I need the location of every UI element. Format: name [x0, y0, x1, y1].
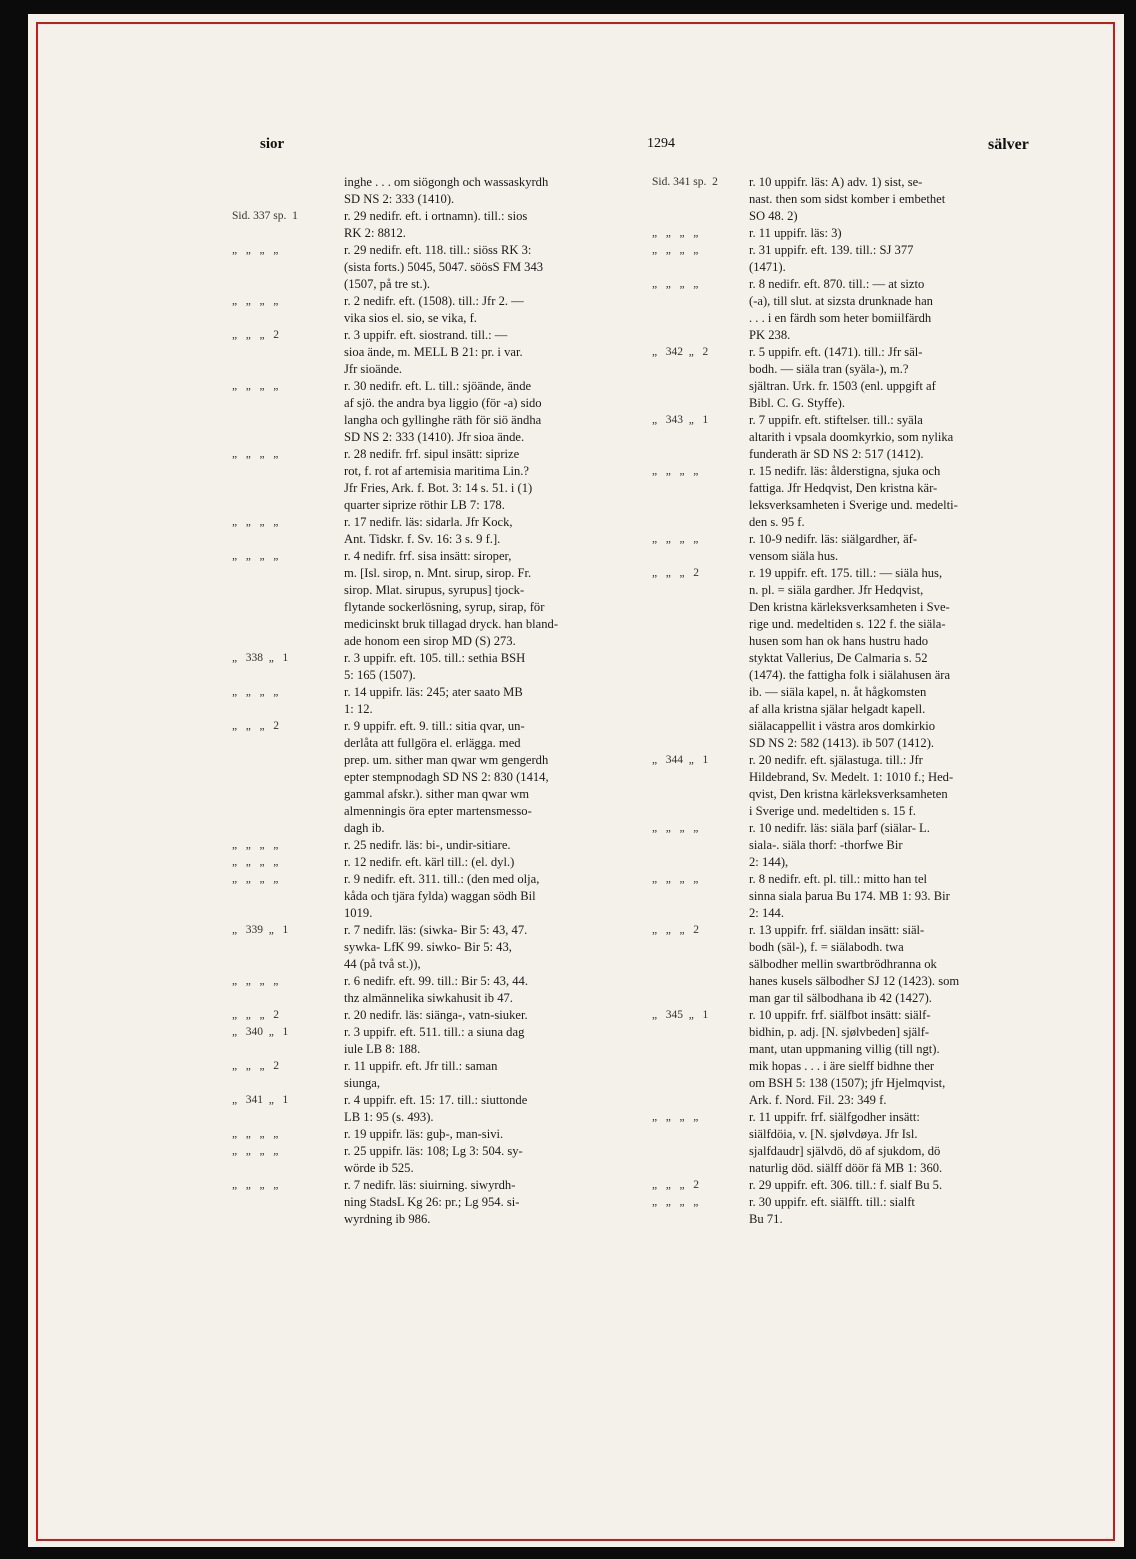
text-line: iule LB 8: 188.: [344, 1042, 421, 1056]
correction-entry: [232, 837, 652, 854]
text-line: 44 (på två st.)),: [344, 957, 421, 971]
entry-text: [749, 820, 1044, 871]
entry-reference: „ 340 „ 1: [232, 1026, 289, 1038]
correction-entry: [652, 344, 1044, 412]
text-line: SD NS 2: 582 (1413). ib 507 (1412).: [749, 736, 935, 750]
entry-text: [344, 1007, 652, 1024]
text-line: 2: 144.: [749, 906, 784, 920]
entry-reference: „ „ „ „: [652, 1196, 699, 1208]
text-line: r. 11 uppifr. eft. Jfr till.: saman: [344, 1059, 498, 1073]
entry-reference: „ „ „ „: [652, 822, 699, 834]
text-line: r. 7 uppifr. eft. stiftelser. till.: syäla: [749, 413, 923, 427]
text-line: Jfr Fries, Ark. f. Bot. 3: 14 s. 51. i (1): [344, 481, 533, 495]
correction-entry: [232, 854, 652, 871]
correction-entry: [652, 820, 1044, 871]
entry-reference: „ „ „ „: [232, 550, 279, 562]
entry-text: [344, 327, 652, 378]
entry-reference: Sid. 337 sp. 1: [232, 210, 298, 222]
entry-reference: „ „ „ „: [652, 465, 699, 477]
text-line: r. 10 uppifr. läs: A) adv. 1) sist, se-: [749, 175, 923, 189]
text-line: (1507, på tre st.).: [344, 277, 431, 291]
correction-entry: [652, 412, 1044, 463]
text-line: 5: 165 (1507).: [344, 668, 416, 682]
correction-entry: [232, 1058, 652, 1092]
entry-text: [344, 684, 652, 718]
correction-entry: [652, 871, 1044, 922]
entry-reference: „ „ „ 2: [232, 329, 279, 341]
text-line: om BSH 5: 138 (1507); jfr Hjelmqvist,: [749, 1076, 946, 1090]
entry-text: [344, 837, 652, 854]
text-line: almenningis öra epter martensmesso-: [344, 804, 532, 818]
text-line: PK 238.: [749, 328, 791, 342]
correction-entry: [232, 1177, 652, 1228]
text-line: SD NS 2: 333 (1410).: [344, 192, 455, 206]
correction-entry: [232, 293, 652, 327]
entry-text: [344, 650, 652, 684]
correction-entry: [232, 1007, 652, 1024]
entry-text: [749, 344, 1044, 412]
text-line: r. 9 uppifr. eft. 9. till.: sitia qvar, un-: [344, 719, 525, 733]
text-line: sioa ände, m. MELL B 21: pr. i var.: [344, 345, 523, 359]
text-line: derlåta att fullgöra el. erlägga. med: [344, 736, 521, 750]
correction-entry: [652, 922, 1044, 1007]
text-line: r. 3 uppifr. eft. 105. till.: sethia BSH: [344, 651, 526, 665]
text-line: r. 20 nedifr. eft. själastuga. till.: Jfr: [749, 753, 923, 767]
entry-text: [749, 922, 1044, 1007]
text-line: r. 25 uppifr. läs: 108; Lg 3: 504. sy-: [344, 1144, 523, 1158]
text-line: wörde ib 525.: [344, 1161, 414, 1175]
correction-entry: [652, 1109, 1044, 1177]
entry-reference: „ „ „ „: [232, 839, 279, 851]
text-line: 1: 12.: [344, 702, 373, 716]
correction-entry: [652, 531, 1044, 565]
text-line: r. 12 nedifr. eft. kärl till.: (el. dyl.): [344, 855, 515, 869]
right-column: [652, 174, 1044, 1228]
text-line: qvist, Den kristna kärleksverksamheten: [749, 787, 948, 801]
entry-reference: „ „ „ 2: [232, 1009, 279, 1021]
entry-text: [749, 242, 1044, 276]
entry-reference: „ „ „ „: [232, 1145, 279, 1157]
correction-entry: [652, 1177, 1044, 1194]
text-line: r. 14 uppifr. läs: 245; ater saato MB: [344, 685, 523, 699]
text-line: Ark. f. Nord. Fil. 23: 349 f.: [749, 1093, 887, 1107]
text-line: r. 19 uppifr. eft. 175. till.: — siäla hus,: [749, 566, 943, 580]
entry-reference: „ 343 „ 1: [652, 414, 709, 426]
text-line: r. 10 uppifr. frf. siälfbot insätt: siälf-: [749, 1008, 931, 1022]
correction-entry: [652, 174, 1044, 225]
text-line: siala-. siäla thorf: -thorfwe Bir: [749, 838, 903, 852]
text-line: siälfdöia, v. [N. sjølvdøya. Jfr Isl.: [749, 1127, 918, 1141]
entry-text: [344, 871, 652, 922]
text-line: . . . i en färdh som heter bomiilfärdh: [749, 311, 932, 325]
correction-entry: [232, 650, 652, 684]
entry-reference: „ „ „ „: [652, 1111, 699, 1123]
entry-text: [749, 276, 1044, 344]
entry-reference: „ „ „ 2: [652, 1179, 699, 1191]
entry-text: [344, 1024, 652, 1058]
text-line: Jfr sioände.: [344, 362, 403, 376]
correction-entry: [232, 514, 652, 548]
entry-reference: „ „ „ „: [232, 380, 279, 392]
entry-reference: „ „ „ 2: [652, 567, 699, 579]
text-line: inghe . . . om siögongh och wassaskyrdh: [344, 175, 549, 189]
text-line: r. 6 nedifr. eft. 99. till.: Bir 5: 43, 44.: [344, 974, 528, 988]
correction-entry: [232, 1092, 652, 1126]
text-line: r. 25 nedifr. läs: bi-, undir-sitiare.: [344, 838, 511, 852]
entry-text: [344, 922, 652, 973]
entry-text: [749, 1109, 1044, 1177]
text-line: quarter siprize röthir LB 7: 178.: [344, 498, 505, 512]
text-line: sywka- LfK 99. siwko- Bir 5: 43,: [344, 940, 512, 954]
text-line: af alla kristna själar helgadt kapell.: [749, 702, 926, 716]
text-line: r. 10 nedifr. läs: siäla þarf (siälar- L.: [749, 821, 930, 835]
entry-text: [344, 446, 652, 514]
entry-reference: „ „ „ „: [232, 1179, 279, 1191]
correction-entry: [652, 1007, 1044, 1109]
text-line: prep. um. sither man qwar wm gengerdh: [344, 753, 549, 767]
text-line: wyrdning ib 986.: [344, 1212, 431, 1226]
entry-text: [344, 854, 652, 871]
entry-text: [749, 1177, 1044, 1194]
text-line: vensom siäla hus.: [749, 549, 839, 563]
text-line: (-a), till slut. at sizsta drunknade han: [749, 294, 933, 308]
text-line: bodh (säl-), f. = siälabodh. twa: [749, 940, 904, 954]
correction-entry: [232, 973, 652, 1007]
text-line: r. 31 uppifr. eft. 139. till.: SJ 377: [749, 243, 914, 257]
text-line: r. 19 uppifr. läs: guþ-, man-sivi.: [344, 1127, 504, 1141]
text-line: r. 20 nedifr. läs: siänga-, vatn-siuker.: [344, 1008, 528, 1022]
text-line: RK 2: 8812.: [344, 226, 406, 240]
text-line: (1474). the fattigha folk i siälahusen ära: [749, 668, 951, 682]
text-line: r. 5 uppifr. eft. (1471). till.: Jfr säl-: [749, 345, 923, 359]
text-line: r. 4 uppifr. eft. 15: 17. till.: siuttonde: [344, 1093, 528, 1107]
text-line: r. 11 uppifr. läs: 3): [749, 226, 842, 240]
text-line: rige und. medeltiden s. 122 f. the siäla-: [749, 617, 946, 631]
correction-entry: [232, 548, 652, 650]
text-line: sinna siala þarua Bu 174. MB 1: 93. Bir: [749, 889, 950, 903]
entry-text: [344, 1092, 652, 1126]
entry-reference: „ „ „ 2: [232, 1060, 279, 1072]
text-line: kåda och tjära fylda) waggan södh Bil: [344, 889, 536, 903]
text-line: Den kristna kärleksverksamheten i Sve-: [749, 600, 950, 614]
entry-text: [344, 208, 652, 242]
entry-text: [749, 412, 1044, 463]
header-left-word: sior: [260, 136, 285, 152]
text-line: själtran. Urk. fr. 1503 (enl. uppgift af: [749, 379, 936, 393]
text-line: r. 3 uppifr. eft. siostrand. till.: —: [344, 328, 508, 342]
entry-text: [344, 293, 652, 327]
text-line: thz almännelika siwkahusit ib 47.: [344, 991, 513, 1005]
text-line: siälacappellit i västra aros domkirkio: [749, 719, 936, 733]
text-line: r. 8 nedifr. eft. 870. till.: — at sizto: [749, 277, 925, 291]
entry-text: [749, 531, 1044, 565]
text-line: r. 2 nedifr. eft. (1508). till.: Jfr 2. —: [344, 294, 524, 308]
correction-entry: [652, 242, 1044, 276]
entry-reference: „ 342 „ 2: [652, 346, 709, 358]
text-line: SO 48. 2): [749, 209, 798, 223]
correction-entry: [652, 276, 1044, 344]
text-line: n. pl. = siäla gardher. Jfr Hedqvist,: [749, 583, 924, 597]
text-line: r. 10-9 nedifr. läs: siälgardher, äf-: [749, 532, 918, 546]
text-line: ning StadsL Kg 26: pr.; Lg 954. si-: [344, 1195, 520, 1209]
header-right-word: sälver: [988, 136, 1029, 153]
text-line: medicinskt bruk tillagad dryck. han bland-: [344, 617, 559, 631]
text-line: man gar til sälbodhana ib 42 (1427).: [749, 991, 932, 1005]
entry-text: [344, 1177, 652, 1228]
correction-entry: [232, 378, 652, 446]
text-line: ib. — siäla kapel, n. åt hågkomsten: [749, 685, 927, 699]
text-line: bidhin, p. adj. [N. sjølvbeden] själf-: [749, 1025, 930, 1039]
correction-entry: [652, 565, 1044, 752]
text-line: r. 30 nedifr. eft. L. till.: sjöände, ände: [344, 379, 532, 393]
text-line: r. 4 nedifr. frf. sisa insätt: siroper,: [344, 549, 512, 563]
correction-entry: [232, 1126, 652, 1143]
text-line: m. [Isl. sirop, n. Mnt. sirup, sirop. Fr.: [344, 566, 532, 580]
entry-text: [344, 242, 652, 293]
entry-reference: „ „ „ „: [232, 244, 279, 256]
page-number: 1294: [647, 136, 675, 151]
text-line: gammal afskr.). sither man qwar wm: [344, 787, 530, 801]
text-line: nast. then som sidst komber i embethet: [749, 192, 946, 206]
text-line: langha och gyllinghe räth för siö ändha: [344, 413, 542, 427]
text-line: r. 29 nedifr. eft. i ortnamn). till.: sios: [344, 209, 528, 223]
text-line: r. 3 uppifr. eft. 511. till.: a siuna dag: [344, 1025, 525, 1039]
text-line: sjalfdaudr] självdö, dö af sjukdom, dö: [749, 1144, 941, 1158]
text-line: sirop. Mlat. sirupus, syrupus] tjock-: [344, 583, 525, 597]
text-line: fattiga. Jfr Hedqvist, Den kristna kär-: [749, 481, 938, 495]
text-line: Bu 71.: [749, 1212, 783, 1226]
text-line: den s. 95 f.: [749, 515, 805, 529]
correction-entry: [232, 242, 652, 293]
text-line: i Sverige und. medeltiden s. 15 f.: [749, 804, 916, 818]
entry-reference: „ „ „ „: [232, 516, 279, 528]
text-line: funderath är SD NS 2: 517 (1412).: [749, 447, 924, 461]
entry-reference: Sid. 341 sp. 2: [652, 176, 718, 188]
text-line: (sista forts.) 5045, 5047. söösS FM 343: [344, 260, 544, 274]
text-line: Ant. Tidskr. f. Sv. 16: 3 s. 9 f.].: [344, 532, 501, 546]
text-line: ade honom een sirop MD (S) 273.: [344, 634, 516, 648]
text-line: r. 29 nedifr. eft. 118. till.: siöss RK 3:: [344, 243, 532, 257]
text-line: dagh ib.: [344, 821, 385, 835]
text-line: rot, f. rot af artemisia maritima Lin.?: [344, 464, 529, 478]
text-line: husen som han ok hans hustru hado: [749, 634, 929, 648]
correction-entry: [232, 718, 652, 837]
text-line: r. 11 uppifr. frf. siälfgodher insätt:: [749, 1110, 920, 1124]
entry-text: [749, 463, 1044, 531]
correction-entry: [232, 446, 652, 514]
text-line: r. 7 nedifr. läs: (siwka- Bir 5: 43, 47.: [344, 923, 528, 937]
text-line: 2: 144),: [749, 855, 789, 869]
entry-text: [344, 1143, 652, 1177]
text-line: altarith i vpsala doomkyrkio, som nylika: [749, 430, 954, 444]
text-line: 1019.: [344, 906, 373, 920]
entry-reference: „ „ „ „: [652, 227, 699, 239]
entry-text: [749, 752, 1044, 820]
text-line: (1471).: [749, 260, 786, 274]
entry-text: [344, 514, 652, 548]
entry-reference: „ 345 „ 1: [652, 1009, 709, 1021]
left-column: [232, 174, 652, 1228]
text-line: af sjö. the andra bya liggio (för -a) sido: [344, 396, 542, 410]
text-line: leksverksamheten i Sverige und. medelti-: [749, 498, 958, 512]
text-line: r. 9 nedifr. eft. 311. till.: (den med olja,: [344, 872, 540, 886]
correction-entry: [652, 752, 1044, 820]
entry-text: [344, 1058, 652, 1092]
text-line: flytande sockerlösning, syrup, sirap, för: [344, 600, 545, 614]
entry-reference: „ „ „ „: [652, 278, 699, 290]
text-line: r. 8 nedifr. eft. pl. till.: mitto han tel: [749, 872, 928, 886]
entry-reference: „ „ „ „: [232, 448, 279, 460]
entry-reference: „ „ „ „: [652, 533, 699, 545]
text-line: bodh. — siäla tran (syäla-), m.?: [749, 362, 909, 376]
entry-text: [749, 174, 1044, 225]
entry-text: [749, 565, 1044, 752]
text-line: hanes kusels sälbodher SJ 12 (1423). som: [749, 974, 960, 988]
text-line: mant, utan uppmaning villig (till ngt).: [749, 1042, 940, 1056]
correction-entry: [652, 225, 1044, 242]
text-line: r. 29 uppifr. eft. 306. till.: f. sialf Bu 5.: [749, 1178, 943, 1192]
entry-reference: „ „ „ „: [652, 873, 699, 885]
entry-reference: „ „ „ „: [232, 873, 279, 885]
correction-entry: [232, 871, 652, 922]
entry-reference: „ 339 „ 1: [232, 924, 289, 936]
text-line: SD NS 2: 333 (1410). Jfr sioa ände.: [344, 430, 525, 444]
entry-text: [344, 548, 652, 650]
entry-text: [749, 1194, 1044, 1228]
text-line: r. 7 nedifr. läs: siuirning. siwyrdh-: [344, 1178, 516, 1192]
entry-reference: [232, 174, 344, 208]
text-line: r. 30 uppifr. eft. siälfft. till.: sialft: [749, 1195, 915, 1209]
correction-entry: [232, 208, 652, 242]
entry-reference: „ „ „ „: [232, 295, 279, 307]
correction-entry: [232, 922, 652, 973]
text-line: r. 15 nedifr. läs: ålderstigna, sjuka och: [749, 464, 941, 478]
entry-text: [749, 1007, 1044, 1109]
correction-entry: [232, 684, 652, 718]
entry-reference: „ „ „ „: [232, 975, 279, 987]
entry-text: [749, 225, 1044, 242]
entry-reference: „ „ „ 2: [652, 924, 699, 936]
entry-text: [344, 973, 652, 1007]
text-line: Bibl. C. G. Styffe).: [749, 396, 845, 410]
text-line: LB 1: 95 (s. 493).: [344, 1110, 434, 1124]
entry-reference: „ „ „ „: [232, 856, 279, 868]
text-line: styktat Vallerius, De Calmaria s. 52: [749, 651, 928, 665]
entry-text: [344, 174, 652, 208]
text-line: naturlig död. siälff döör fä MB 1: 360.: [749, 1161, 943, 1175]
entry-text: [344, 718, 652, 837]
entry-text: [344, 378, 652, 446]
text-line: r. 17 nedifr. läs: sidarla. Jfr Kock,: [344, 515, 513, 529]
text-line: vika sios el. sio, se vika, f.: [344, 311, 477, 325]
entry-text: [749, 871, 1044, 922]
correction-entry: [232, 1024, 652, 1058]
text-line: siunga,: [344, 1076, 381, 1090]
entry-reference: „ 341 „ 1: [232, 1094, 289, 1106]
text-line: r. 28 nedifr. frf. sipul insätt: siprize: [344, 447, 520, 461]
text-line: Hildebrand, Sv. Medelt. 1: 1010 f.; Hed-: [749, 770, 954, 784]
correction-entry: [652, 463, 1044, 531]
text-line: mik hopas . . . i äre sielff bidhne ther: [749, 1059, 935, 1073]
correction-entry: [652, 1194, 1044, 1228]
text-line: sälbodher mellin swartbrödhranna ok: [749, 957, 937, 971]
correction-entry: [232, 1143, 652, 1177]
text-line: epter stempnodagh SD NS 2: 830 (1414,: [344, 770, 549, 784]
entry-reference: „ „ „ „: [232, 686, 279, 698]
entry-reference: „ „ „ 2: [232, 720, 279, 732]
entry-reference: „ „ „ „: [232, 1128, 279, 1140]
correction-entry: [232, 174, 652, 208]
entry-reference: „ „ „ „: [652, 244, 699, 256]
correction-entry: [232, 327, 652, 378]
entry-text: [344, 1126, 652, 1143]
entry-reference: „ 344 „ 1: [652, 754, 709, 766]
text-line: r. 13 uppifr. frf. siäldan insätt: siäl-: [749, 923, 925, 937]
entry-reference: „ 338 „ 1: [232, 652, 289, 664]
